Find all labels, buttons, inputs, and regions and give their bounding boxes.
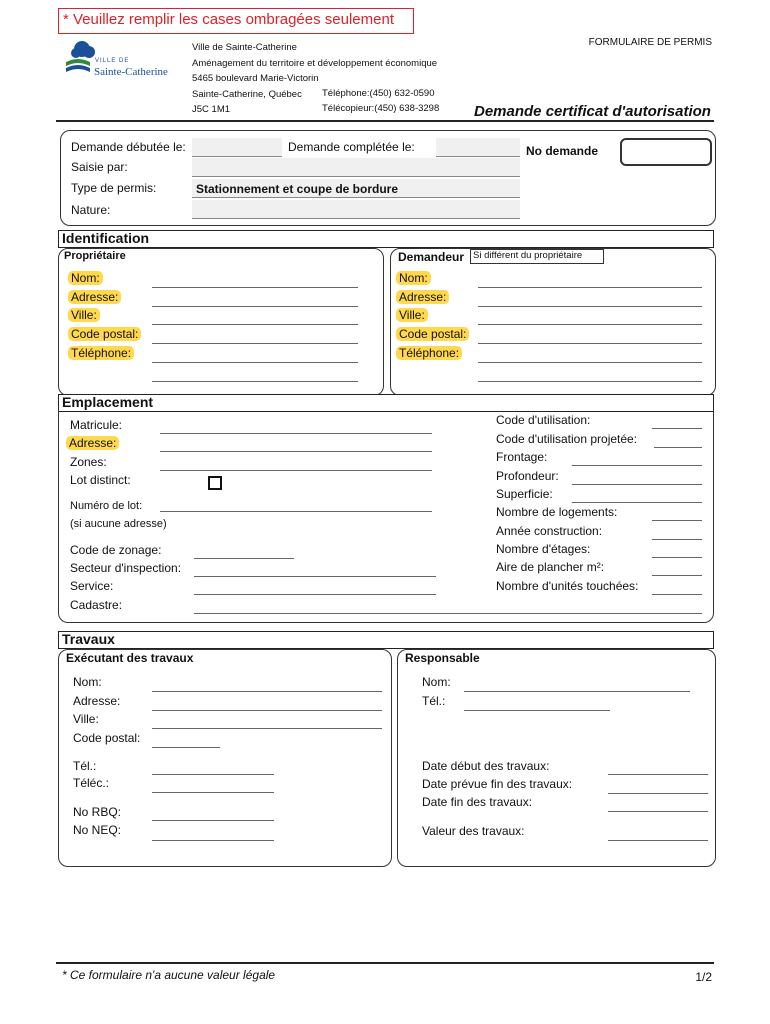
prop-code-postal-field[interactable] <box>152 343 358 344</box>
exec-rbq-label: No RBQ: <box>73 805 122 819</box>
complete-label: Demande complétée le: <box>288 140 415 154</box>
resp-nom-label: Nom: <box>422 675 451 689</box>
dem-nom-field[interactable] <box>478 287 702 288</box>
nature-field[interactable] <box>192 200 520 219</box>
prop-nom-label: Nom: <box>68 271 103 285</box>
prop-telephone-field[interactable] <box>152 362 358 363</box>
matricule-label: Matricule: <box>70 418 123 432</box>
resp-tel-label: Tél.: <box>422 694 446 708</box>
resp-nom-field[interactable] <box>464 691 690 692</box>
debut-label: Demande débutée le: <box>71 140 186 154</box>
no-demande-field[interactable] <box>620 138 712 166</box>
address-line: Aménagement du territoire et développement économique <box>192 57 438 69</box>
valeur-field[interactable] <box>608 840 708 841</box>
valeur-label: Valeur des travaux: <box>422 824 525 838</box>
footer-rule <box>56 962 714 964</box>
frontage-field[interactable] <box>572 465 702 466</box>
prop-extra-field[interactable] <box>152 381 358 382</box>
date-fin-field[interactable] <box>608 811 708 812</box>
logo-small-text: VILLE DE <box>95 58 130 64</box>
exec-rbq-field[interactable] <box>152 820 274 821</box>
zones-label: Zones: <box>70 455 107 469</box>
address-line: J5C 1M1 <box>192 104 231 115</box>
date-fin-label: Date fin des travaux: <box>422 795 533 809</box>
demandeur-note: Si différent du propriétaire <box>470 249 604 264</box>
executant-label: Exécutant des travaux <box>66 651 194 665</box>
dem-ville-label: Ville: <box>396 308 428 322</box>
numero-lot-field[interactable] <box>160 511 432 512</box>
form-type: FORMULAIRE DE PERMIS <box>588 37 712 48</box>
adresse-field[interactable] <box>160 451 432 452</box>
type-field[interactable] <box>192 179 520 198</box>
phone: Téléphone:(450) 632-0590 <box>322 88 435 99</box>
resp-tel-field[interactable] <box>464 710 610 711</box>
aire-plancher-label: Aire de plancher m²: <box>496 560 605 574</box>
exec-neq-field[interactable] <box>152 840 274 841</box>
annee-construction-label: Année construction: <box>496 524 603 538</box>
address-line: 5465 boulevard Marie-Victorin <box>192 73 319 84</box>
date-prevue-field[interactable] <box>608 793 708 794</box>
responsable-label: Responsable <box>405 651 480 665</box>
date-prevue-label: Date prévue fin des travaux: <box>422 777 573 791</box>
prop-adresse-label: Adresse: <box>68 290 121 304</box>
demandeur-box <box>390 248 716 396</box>
code-zonage-field[interactable] <box>194 558 294 559</box>
complete-field[interactable] <box>436 138 520 157</box>
zones-field[interactable] <box>160 470 432 471</box>
emplacement-title: Emplacement <box>62 394 154 410</box>
exec-ville-field[interactable] <box>152 728 382 729</box>
nombre-logements-field[interactable] <box>652 520 702 521</box>
header-rule <box>56 120 714 122</box>
proprietaire-box <box>58 248 384 396</box>
exec-code-postal-field[interactable] <box>152 747 220 748</box>
address-line: Sainte-Catherine, Québec <box>192 88 302 100</box>
exec-adresse-field[interactable] <box>152 710 382 711</box>
dem-nom-label: Nom: <box>396 271 431 285</box>
identification-header <box>58 230 714 248</box>
saisie-label: Saisie par: <box>71 160 128 174</box>
type-label: Type de permis: <box>71 181 157 195</box>
prop-ville-field[interactable] <box>152 324 358 325</box>
unites-touchees-label: Nombre d'unités touchées: <box>496 579 639 593</box>
profondeur-field[interactable] <box>572 484 702 485</box>
proprietaire-label: Propriétaire <box>64 250 126 262</box>
secteur-field[interactable] <box>194 576 436 577</box>
dem-telephone-field[interactable] <box>478 362 702 363</box>
aucune-adresse-label: (si aucune adresse) <box>70 518 167 530</box>
dem-code-postal-field[interactable] <box>478 343 702 344</box>
exec-ville-label: Ville: <box>73 712 99 726</box>
debut-field[interactable] <box>192 138 282 157</box>
date-debut-label: Date début des travaux: <box>422 759 550 773</box>
fax: Télécopieur:(450) 638-3298 <box>322 103 440 114</box>
code-utilisation-field[interactable] <box>652 428 702 429</box>
exec-adresse-label: Adresse: <box>73 694 121 708</box>
dem-adresse-label: Adresse: <box>396 290 449 304</box>
exec-tel-field[interactable] <box>152 774 274 775</box>
exec-telec-label: Téléc.: <box>73 776 110 790</box>
nombre-logements-label: Nombre de logements: <box>496 505 618 519</box>
matricule-field[interactable] <box>160 433 432 434</box>
exec-code-postal-label: Code postal: <box>73 731 141 745</box>
exec-neq-label: No NEQ: <box>73 823 122 837</box>
dem-extra-field[interactable] <box>478 381 702 382</box>
cadastre-label: Cadastre: <box>70 598 123 612</box>
code-zonage-label: Code de zonage: <box>70 543 162 557</box>
footer-note: * Ce formulaire n'a aucune valeur légale <box>62 968 276 982</box>
dem-code-postal-label: Code postal: <box>396 327 469 341</box>
prop-nom-field[interactable] <box>152 287 358 288</box>
dem-telephone-label: Téléphone: <box>396 346 462 360</box>
frontage-label: Frontage: <box>496 450 548 464</box>
service-field[interactable] <box>194 594 436 595</box>
saisie-field[interactable] <box>192 158 520 177</box>
nombre-etages-field[interactable] <box>652 557 702 558</box>
identification-title: Identification <box>62 230 150 246</box>
address-line: Ville de Sainte-Catherine <box>192 42 297 53</box>
code-utilisation-label: Code d'utilisation: <box>496 413 591 427</box>
city-logo <box>62 38 172 80</box>
unites-touchees-field[interactable] <box>652 594 702 595</box>
travaux-title: Travaux <box>62 631 115 647</box>
cadastre-field[interactable] <box>194 613 702 614</box>
secteur-label: Secteur d'inspection: <box>70 561 182 575</box>
numero-lot-label: Numéro de lot: <box>70 500 143 512</box>
date-debut-field[interactable] <box>608 774 708 775</box>
notice-text: * Veuillez remplir les cases ombragées seulement <box>63 11 394 28</box>
nombre-etages-label: Nombre d'étages: <box>496 542 591 556</box>
no-demande-label: No demande <box>526 144 599 158</box>
exec-telec-field[interactable] <box>152 792 274 793</box>
superficie-label: Superficie: <box>496 487 553 501</box>
demandeur-label: Demandeur <box>398 250 465 264</box>
annee-construction-field[interactable] <box>652 539 702 540</box>
adresse-label: Adresse: <box>66 436 119 450</box>
service-label: Service: <box>70 579 114 593</box>
prop-ville-label: Ville: <box>68 308 100 322</box>
exec-nom-field[interactable] <box>152 691 382 692</box>
prop-adresse-field[interactable] <box>152 306 358 307</box>
lot-distinct-label: Lot distinct: <box>70 473 131 487</box>
profondeur-label: Profondeur: <box>496 469 559 483</box>
form-title: Demande certificat d'autorisation <box>474 103 711 120</box>
code-utilisation-projetee-field[interactable] <box>654 447 702 448</box>
logo-name: Sainte-Catherine <box>94 66 168 78</box>
page-number: 1/2 <box>695 970 712 984</box>
dem-adresse-field[interactable] <box>478 306 702 307</box>
aire-plancher-field[interactable] <box>652 575 702 576</box>
notice-box <box>58 8 414 34</box>
code-utilisation-projetee-label: Code d'utilisation projetée: <box>496 432 638 446</box>
dem-ville-field[interactable] <box>478 324 702 325</box>
superficie-field[interactable] <box>572 502 702 503</box>
type-value: Stationnement et coupe de bordure <box>196 182 399 196</box>
lot-distinct-checkbox[interactable] <box>208 476 222 490</box>
exec-tel-label: Tél.: <box>73 759 97 773</box>
prop-telephone-label: Téléphone: <box>68 346 134 360</box>
prop-code-postal-label: Code postal: <box>68 327 141 341</box>
nature-label: Nature: <box>71 203 111 217</box>
travaux-header <box>58 631 714 649</box>
exec-nom-label: Nom: <box>73 675 102 689</box>
